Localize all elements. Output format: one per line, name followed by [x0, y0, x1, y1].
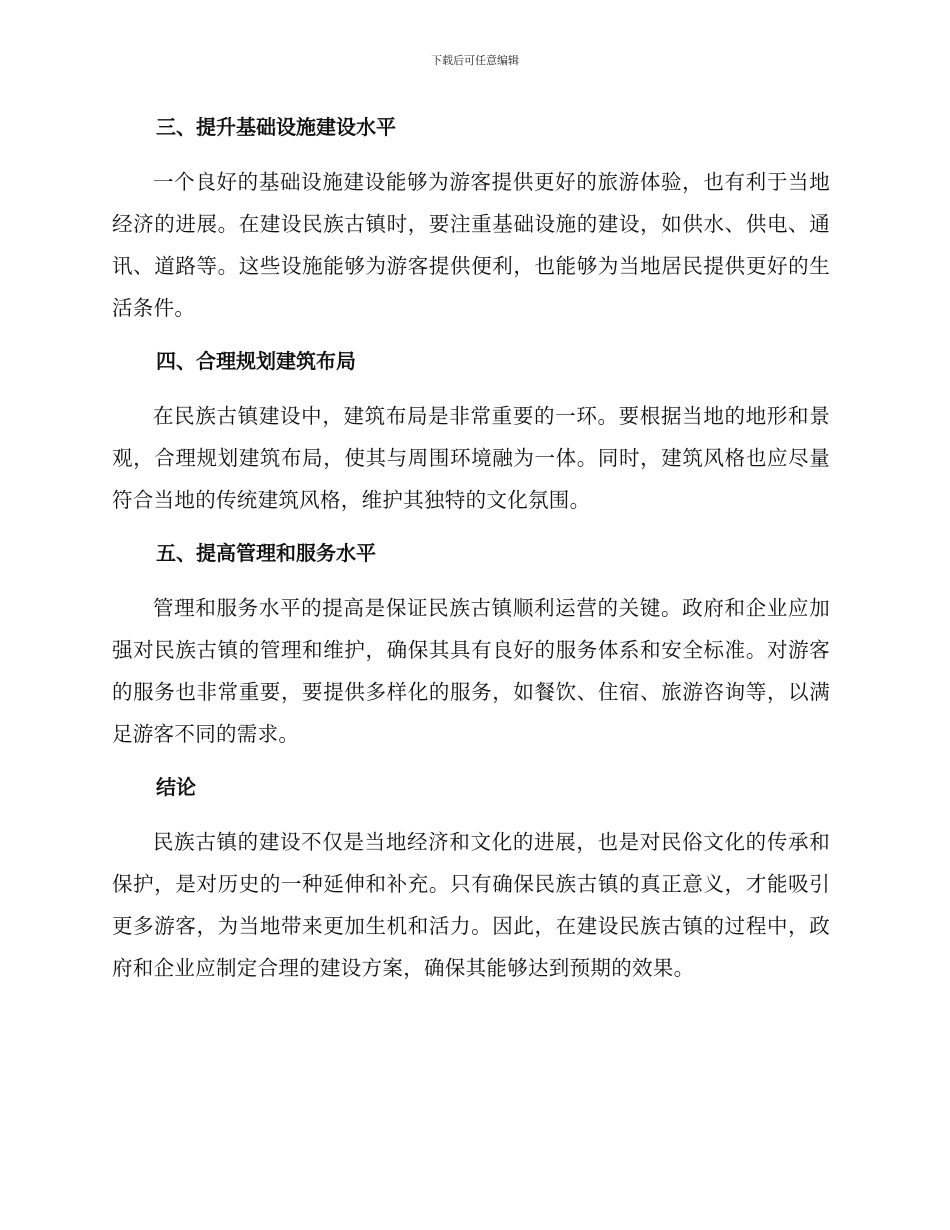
section-building-layout	[112, 344, 830, 521]
section-paragraph: 民族古镇的建设不仅是当地经济和文化的进展，也是对民俗文化的传承和保护，是对历史的一种延伸和补充。只有确保民族古镇的真正意义，才能吸引更多游客，为当地带来更加生机和活力。因此，在建设民族古镇的过程中，政府和企业应制定合理的建设方案，确保其能够达到预期的效果。	[112, 830, 830, 980]
page-header: 下载后可任意编辑	[431, 54, 519, 67]
section-heading: 结论	[156, 775, 196, 799]
document-body	[112, 110, 830, 1004]
section-heading: 三、提升基础设施建设水平	[156, 115, 396, 139]
section-management-service	[112, 536, 830, 755]
section-heading: 五、提高管理和服务水平	[156, 541, 376, 565]
section-conclusion	[112, 770, 830, 989]
section-heading: 四、合理规划建筑布局	[156, 349, 356, 373]
section-paragraph: 一个良好的基础设施建设能够为游客提供更好的旅游体验，也有利于当地经济的进展。在建设民族古镇时，要注重基础设施的建设，如供水、供电、通讯、道路等。这些设施能够为游客提供便利，也能够为当地居民提供更好的生活条件。	[112, 170, 830, 320]
section-paragraph: 管理和服务水平的提高是保证民族古镇顺利运营的关键。政府和企业应加强对民族古镇的管理和维护，确保其具有良好的服务体系和安全标准。对游客的服务也非常重要，要提供多样化的服务，如餐饮、住宿、旅游咨询等，以满足游客不同的需求。	[112, 596, 830, 746]
section-paragraph: 在民族古镇建设中，建筑布局是非常重要的一环。要根据当地的地形和景观，合理规划建筑布局，使其与周围环境融为一体。同时，建筑风格也应尽量符合当地的传统建筑风格，维护其独特的文化氛围。	[112, 404, 830, 512]
section-infrastructure	[112, 110, 830, 329]
